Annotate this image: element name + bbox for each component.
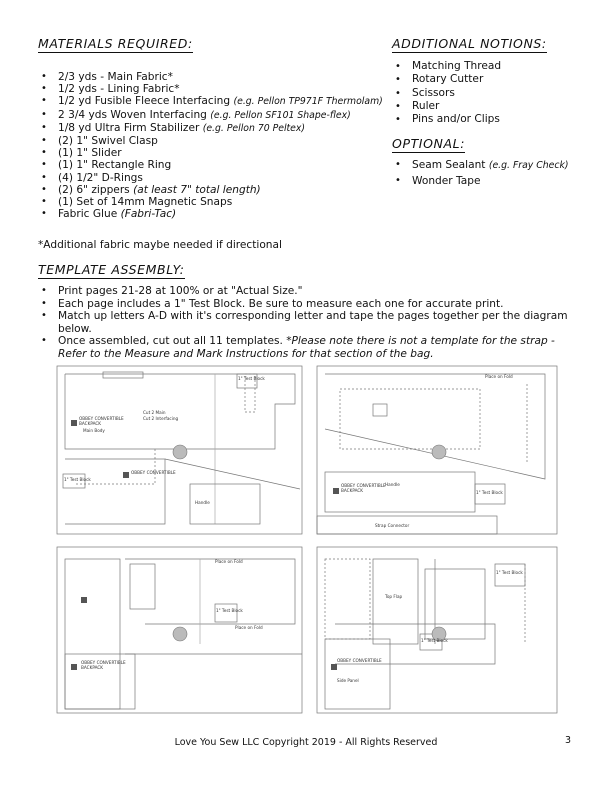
list-item: • Ruler — [392, 100, 501, 113]
list-item: • Seam Sealant (e.g. Fray Check) — [392, 158, 569, 174]
list-item: • 2 3/4 yds Woven Interfacing (e.g. Pellon SF101 Shape-flex) — [38, 109, 383, 122]
template-label: Top Flap — [385, 594, 403, 599]
list-item: • Fabric Glue (Fabri-Tac) — [38, 208, 383, 220]
notions-heading: ADDITIONAL NOTIONS: — [392, 36, 547, 51]
optional-list — [392, 158, 569, 188]
template-label: Cut 2 Main — [143, 410, 166, 415]
template-label: Strap Connector — [375, 523, 410, 528]
alignment-marker — [173, 445, 187, 459]
list-item: • Rotary Cutter — [392, 73, 501, 86]
list-item: • Pins and/or Clips — [392, 113, 501, 126]
brand-label: BACKPACK — [81, 665, 104, 670]
list-item: • 1/8 yd Ultra Firm Stabilizer (e.g. Pellon 70 Peltex) — [38, 122, 383, 135]
materials-heading: MATERIALS REQUIRED: — [38, 36, 193, 51]
list-item: • (1) 1" Rectangle Ring — [38, 159, 383, 171]
list-item: • 1/2 yds - Lining Fabric* — [38, 83, 383, 95]
page-number: 3 — [565, 735, 572, 746]
brand-label: OBBEY CONVERTIBLE — [79, 416, 124, 421]
brand-label: OBBEY CONVERTIBLE — [341, 483, 386, 488]
test-block-label: 1" Test Block — [216, 608, 243, 613]
list-item: • (1) Set of 14mm Magnetic Snaps — [38, 196, 383, 208]
materials-footnote: *Additional fabric maybe needed if directional — [38, 239, 282, 251]
optional-heading: OPTIONAL: — [392, 136, 466, 151]
template-label: Place on Fold — [215, 559, 243, 564]
test-block-label: 1" Test Block — [421, 638, 448, 643]
notions-list — [392, 60, 501, 126]
materials-list — [38, 71, 383, 220]
brand-label: OBBEY CONVERTIBLE — [337, 658, 382, 663]
template-label: Main Body — [83, 428, 105, 433]
template-label: Handle — [385, 482, 400, 487]
template-label: Cut 2 Interfacing — [143, 416, 179, 421]
template-assembly-diagram — [55, 364, 560, 716]
test-block-label: 1" Test Block — [496, 570, 523, 575]
test-block-label: 1" Test Block — [476, 490, 503, 495]
list-item: • (2) 1" Swivel Clasp — [38, 135, 383, 147]
test-block-label: 1" Test Block — [238, 376, 265, 381]
test-block-label: 1" Test Block — [64, 477, 91, 482]
list-item: • Once assembled, cut out all 11 templates. *Please note there is not a template for the strap - Refer to the Measure and Mark Instructions for that section of the bag. — [38, 335, 583, 360]
assembly-heading: TEMPLATE ASSEMBLY: — [38, 262, 185, 277]
assembly-list — [38, 285, 583, 361]
list-item: • Match up letters A-D with it's corresponding letter and tape the pages together per the diagram below. — [38, 310, 583, 335]
brand-label: BACKPACK — [79, 421, 102, 426]
list-item: • Wonder Tape — [392, 174, 569, 189]
alignment-marker — [173, 627, 187, 641]
brand-label: BACKPACK — [341, 488, 364, 493]
alignment-marker — [432, 445, 446, 459]
list-item: • 2/3 yds - Main Fabric* — [38, 71, 383, 83]
template-label: Place on Fold — [485, 374, 513, 379]
brand-label: OBBEY CONVERTIBLE — [131, 470, 176, 475]
list-item: • 1/2 yd Fusible Fleece Interfacing (e.g. Pellon TP971F Thermolam) — [38, 95, 383, 108]
list-item: • (4) 1/2" D-Rings — [38, 172, 383, 184]
copyright-footer: Love You Sew LLC Copyright 2019 - All Rights Reserved — [174, 737, 438, 748]
list-item: • (2) 6" zippers (at least 7" total length) — [38, 184, 383, 196]
template-label: Side Panel — [337, 678, 359, 683]
list-item: • Scissors — [392, 87, 501, 100]
list-item: • Print pages 21-28 at 100% or at "Actual Size." — [38, 285, 583, 298]
template-label: Handle — [195, 500, 210, 505]
brand-label: OBBEY CONVERTIBLE — [81, 660, 126, 665]
list-item: • (1) 1" Slider — [38, 147, 383, 159]
list-item: • Matching Thread — [392, 60, 501, 73]
list-item: • Each page includes a 1" Test Block. Be sure to measure each one for accurate print. — [38, 298, 583, 311]
template-label: Place on Fold — [235, 625, 263, 630]
